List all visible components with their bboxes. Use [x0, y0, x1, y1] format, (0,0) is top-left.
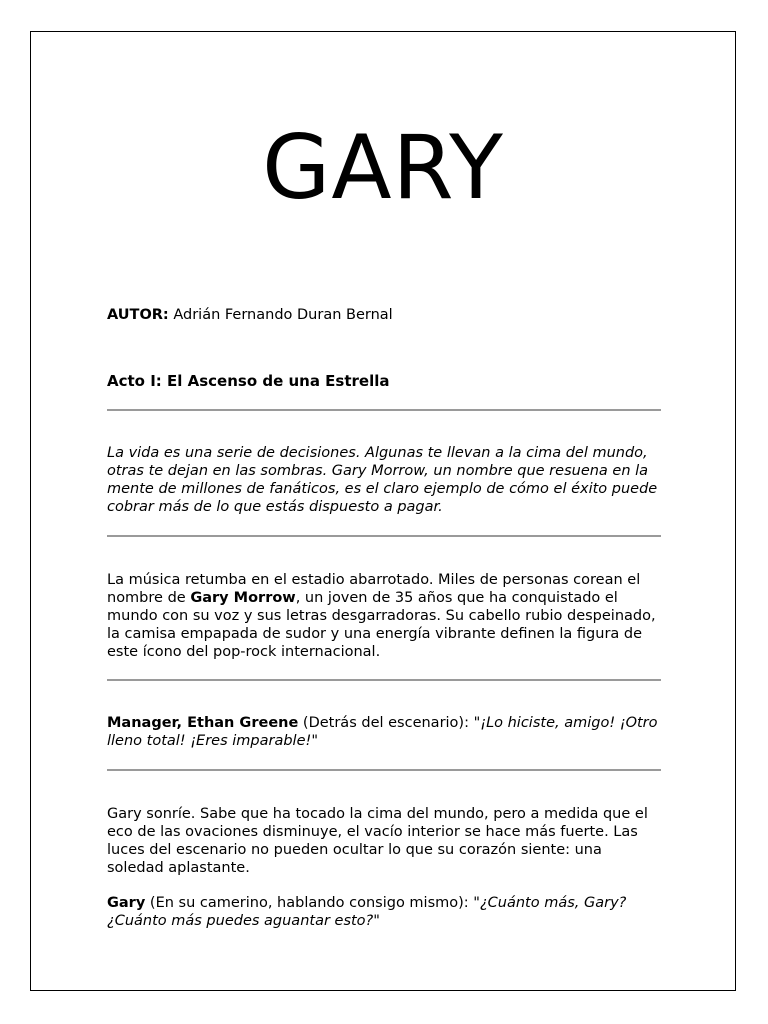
act-heading: Acto I: El Ascenso de una Estrella	[107, 372, 390, 390]
narrative-paragraph: Gary sonríe. Sabe que ha tocado la cima del mundo, pero a medida que el eco de las ovaciones disminuye, el vacío interior se hace más fuerte. Las luces del escenario no pueden ocultar lo que su corazón siente: una soledad aplastante.	[107, 806, 648, 876]
divider	[107, 679, 661, 681]
divider	[107, 535, 661, 537]
intro-paragraph: La vida es una serie de decisiones. Algunas te llevan a la cima del mundo, otras te dejan en las sombras. Gary Morrow, un nombre que resuena en la mente de millones de fanáticos, es el claro ejemplo de cómo el éxito puede cobrar más de lo que estás dispuesto a pagar.	[107, 445, 658, 515]
author-name: Adrián Fernando Duran Bernal	[173, 307, 393, 323]
divider	[107, 769, 661, 771]
author-line	[107, 306, 663, 324]
narrative-paragraph	[107, 571, 663, 661]
author-label: AUTOR:	[107, 307, 169, 323]
dialogue-quote: ¡Lo hiciste, amigo! ¡Otro lleno total! ¡Eres imparable!	[107, 715, 658, 749]
character-name: Gary Morrow	[190, 590, 296, 606]
speaker-name: Gary	[107, 895, 146, 911]
paragraph-text: La música retumba en el estadio abarrotado. Miles de personas corean el nombre de	[107, 572, 641, 606]
dialogue-manager	[107, 714, 663, 750]
stage-direction: (En su camerino, hablando consigo mismo): "	[145, 895, 480, 911]
speaker-name: Manager, Ethan Greene	[107, 715, 299, 731]
paragraph-text: , un joven de 35 años que ha conquistado el mundo con su voz y sus letras desgarradoras. Su cabello rubio despeinado, la camisa empapada de sudor y una energía vibrante definen la figura de este ícono del pop-rock internacional.	[107, 590, 656, 660]
dialogue-gary	[107, 894, 663, 930]
divider	[107, 409, 661, 411]
dialogue-quote: ¿Cuánto más, Gary? ¿Cuánto más puedes aguantar esto?	[107, 895, 627, 929]
document-page	[30, 31, 736, 991]
quote-close: "	[373, 913, 380, 929]
document-title: GARY	[262, 116, 504, 219]
quote-close: "	[311, 733, 318, 749]
stage-direction: (Detrás del escenario): "	[298, 715, 481, 731]
